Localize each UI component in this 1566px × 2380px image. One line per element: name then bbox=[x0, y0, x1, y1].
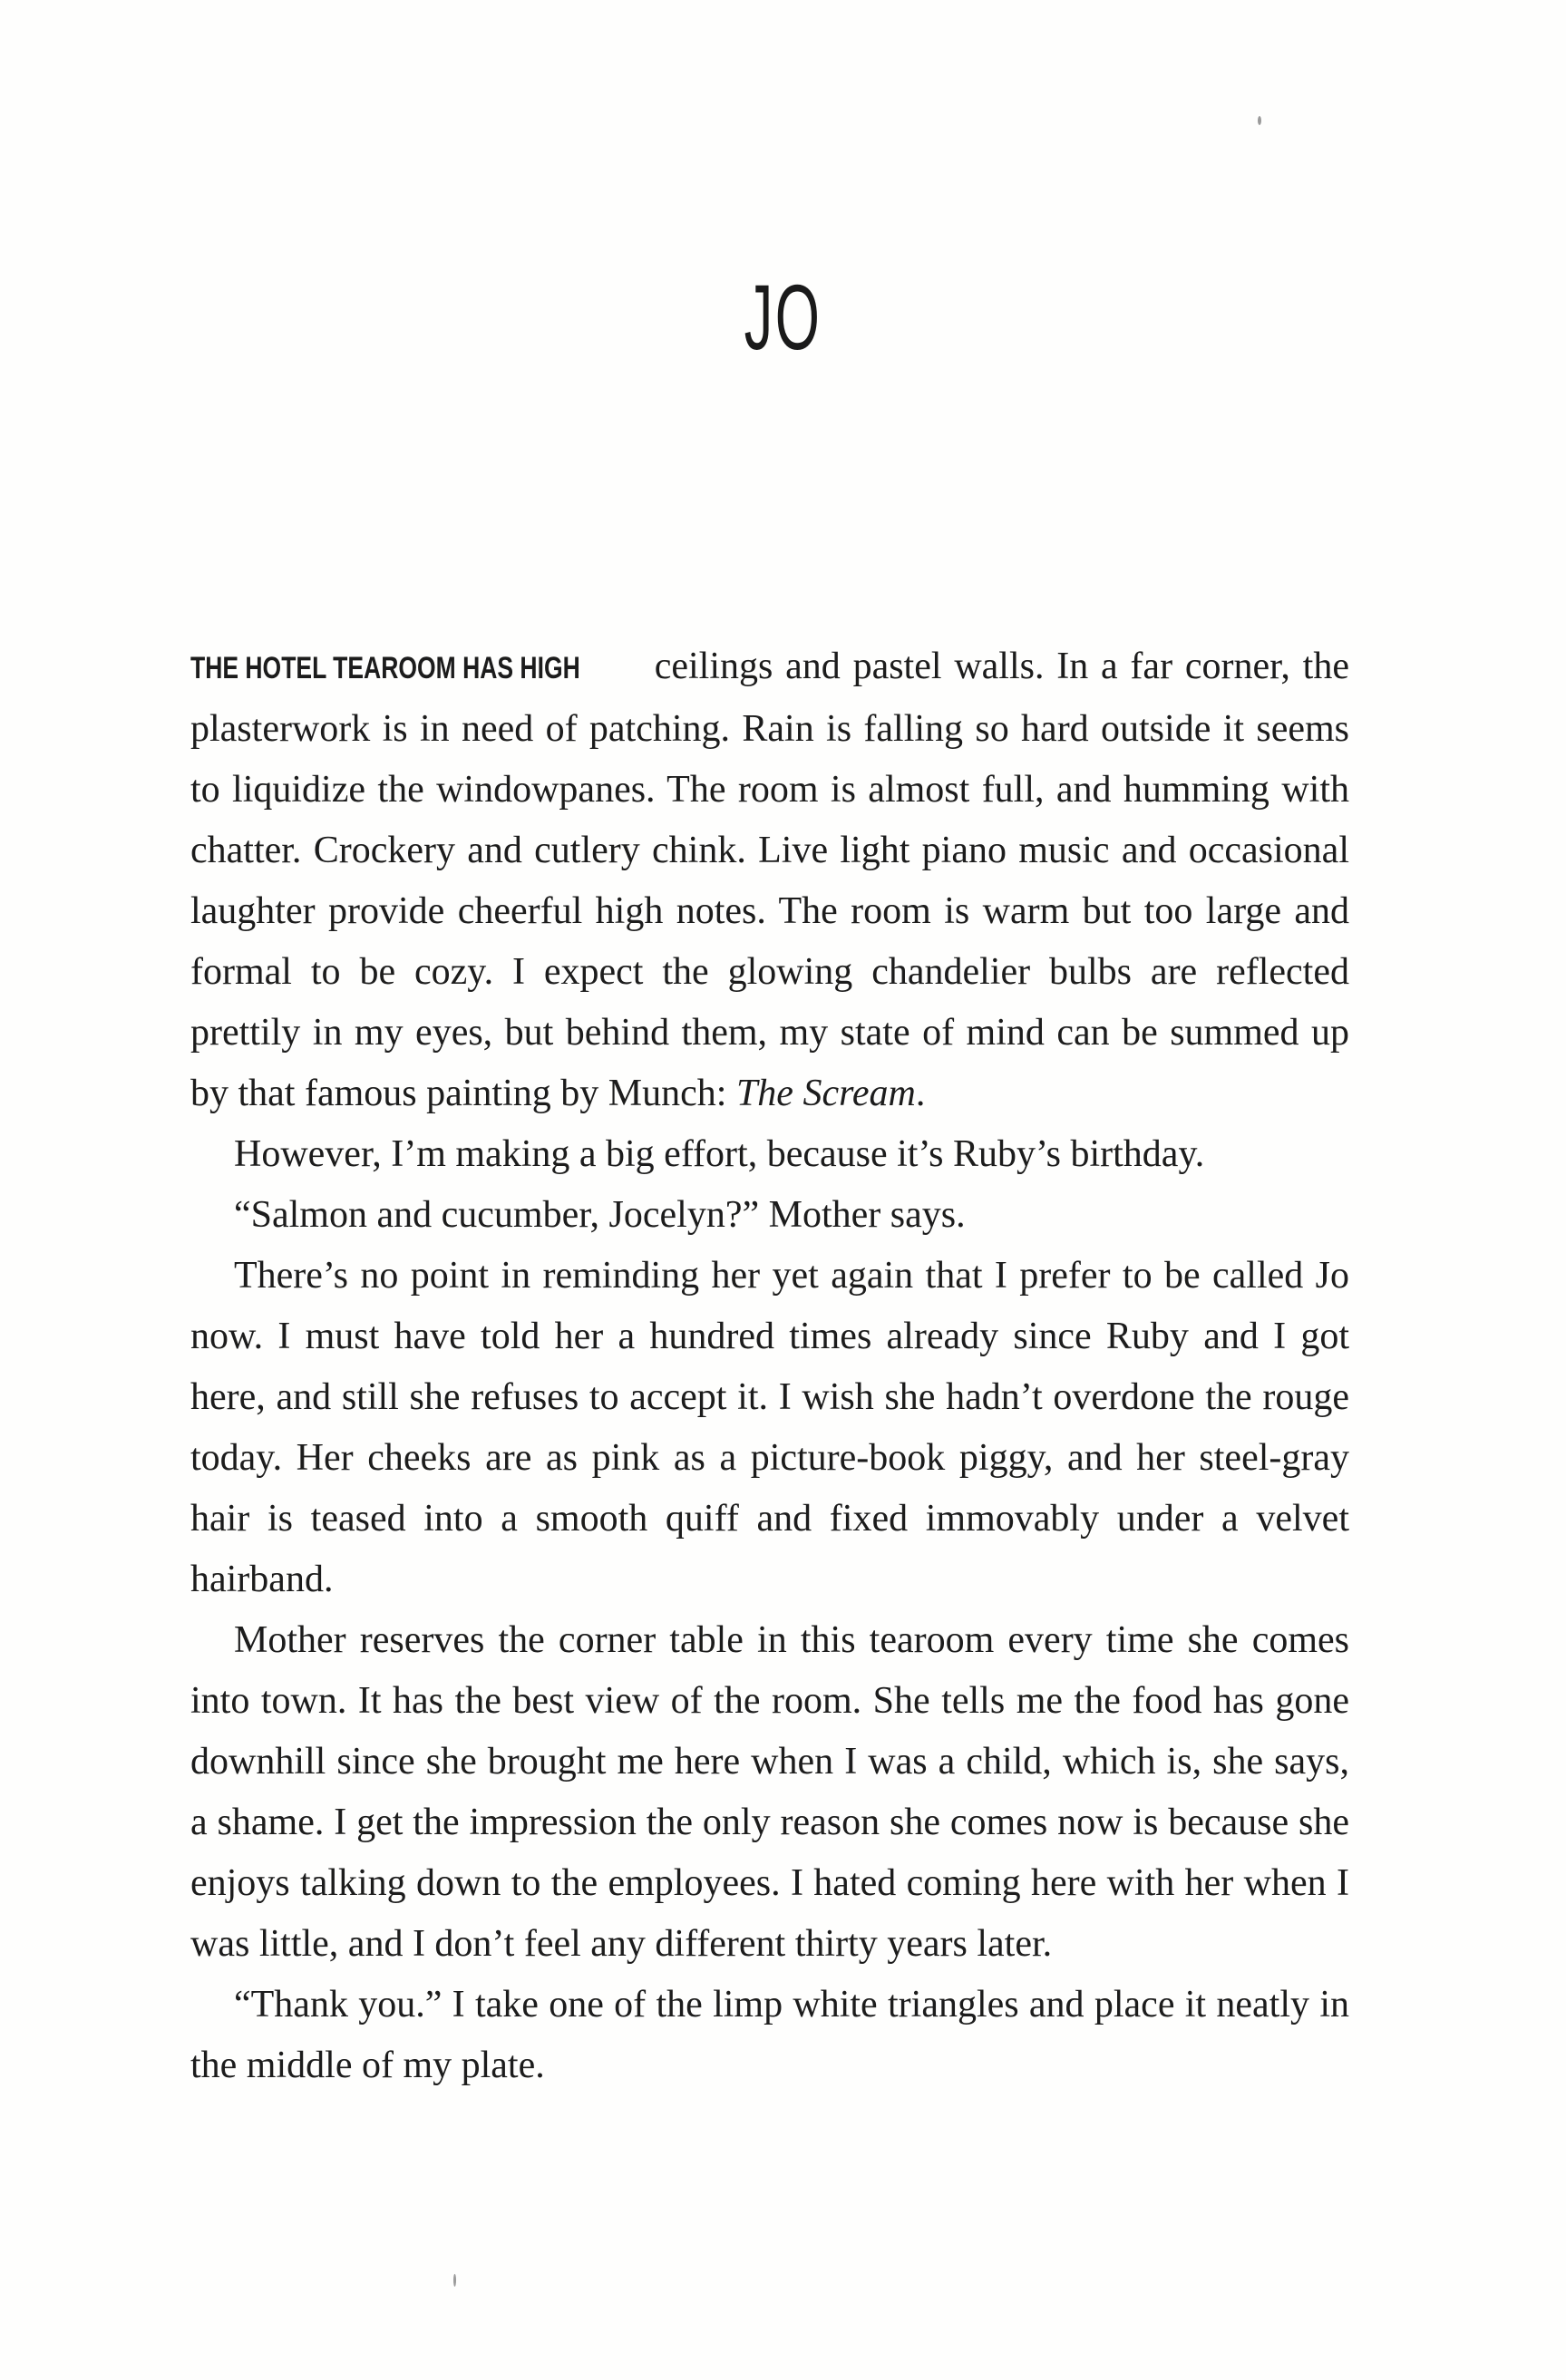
paragraph-4: There’s no point in reminding her yet again that I prefer to be called Jo now. I must have told her a hundred times already since Ruby and I got here, and still she refuses to accept it. I wish she hadn’t overdone the rouge today. Her cheeks are as pink as a picture-book piggy, and her steel-gray hair is teased into a smooth quiff and fixed immovably under a velvet hairband. bbox=[190, 1255, 1349, 1600]
chapter-title: JO bbox=[744, 266, 822, 369]
scan-speck bbox=[453, 2274, 456, 2287]
paragraph-1 bbox=[190, 636, 1349, 1124]
paragraph-1-end: . bbox=[915, 1073, 926, 1114]
paragraph-2: However, I’m making a big effort, because it’s Ruby’s birthday. bbox=[234, 1133, 1205, 1175]
paragraph-6: “Thank you.” I take one of the limp white triangles and place it neatly in the middle of my plate. bbox=[190, 1984, 1349, 2086]
painting-title: The Scream bbox=[735, 1073, 916, 1114]
paragraph-1-text: ceilings and pastel walls. In a far corner, the plasterwork is in need of patching. Rain is falling so hard outside it seems to liquidize the windowpanes. The room is almost full, and humming with chatter. Crockery and cutlery chink. Live light piano music and occasional laughter provide cheerful high notes. The room is warm but too large and formal to be cozy. I expect the glowing chandelier bulbs are reflected prettily in my eyes, but behind them, my state of mind can be summed up by that famous painting by Munch: bbox=[190, 646, 1349, 1114]
chapter-body bbox=[190, 636, 1349, 2096]
paragraph-3: “Salmon and cucumber, Jocelyn?” Mother says. bbox=[234, 1194, 966, 1236]
paragraph-5: Mother reserves the corner table in this tearoom every time she comes into town. It has the best view of the room. She tells me the food has gone downhill since she brought me here when I was a child, which is, she says, a shame. I get the impression the only reason she comes now is because she enjoys talking down to the employees. I hated coming here with her when I was little, and I don’t feel any different thirty years later. bbox=[190, 1619, 1349, 1965]
scan-speck bbox=[1258, 116, 1261, 125]
lead-in-small-caps: THE HOTEL TEAROOM HAS HIGH bbox=[190, 651, 580, 685]
